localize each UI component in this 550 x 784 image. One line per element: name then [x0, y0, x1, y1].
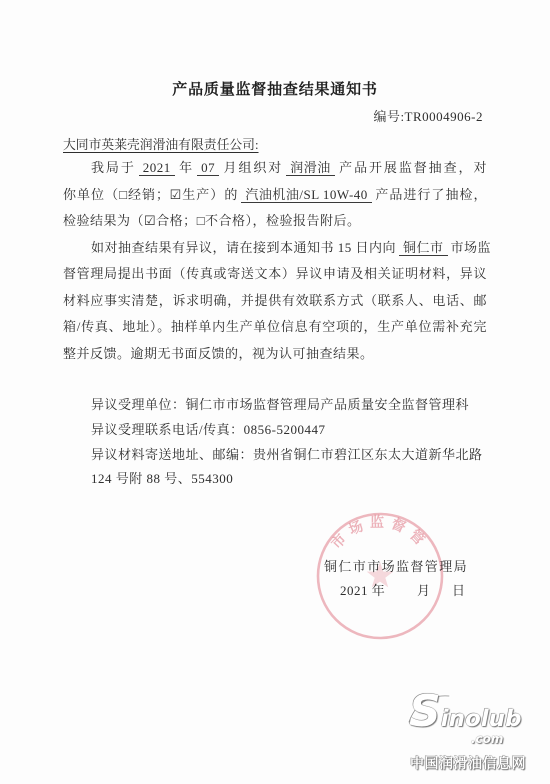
text-segment: 我局于 [91, 160, 136, 175]
addressee: 大同市英莱壳润滑油有限责任公司: [63, 138, 259, 152]
text-segment: 如对抽查结果有异议，请在接到本通知书 15 日内向 [91, 240, 397, 255]
text-segment: 你单位（ [63, 187, 120, 202]
objection-phone: 异议受理联系电话/传真：0856-5200447 [91, 422, 326, 437]
issue-date-day: 日 [452, 583, 466, 598]
seal-lettering [328, 514, 432, 553]
text-segment: ； [183, 213, 197, 228]
paragraph-2-line-4: 箱/传真、地址）。抽样单内生产单位信息有空项的，生产单位需补充完 [63, 319, 487, 334]
text-segment: 产品开展监督抽查，对 [337, 160, 487, 175]
site-watermark [405, 688, 545, 778]
paragraph-2-line-1 [91, 238, 492, 258]
issue-date-month: 月 [417, 583, 431, 598]
paragraph-1-line-3 [63, 211, 361, 231]
option-fail-unchecked: □不合格 [196, 213, 246, 228]
paragraph-1-line-2 [63, 185, 487, 205]
watermark-site-name: 中国润滑油信息网 [410, 756, 526, 772]
text-segment: ； [156, 187, 170, 202]
text-segment: 市场监 [450, 240, 492, 255]
watermark-domain: .com [471, 732, 504, 746]
paragraph-2-line-3: 材料应事实清楚，诉求明确，并提供有效联系方式（联系人、电话、邮 [63, 293, 487, 308]
text-segment: 产品进行了抽检， [374, 187, 487, 202]
fill-product-category: 润滑油 [286, 160, 335, 176]
paragraph-2-line-5: 整并反馈。逾期无书面反馈的，视为认可抽查结果。 [63, 346, 374, 361]
fill-authority: 铜仁市 [399, 240, 448, 256]
option-pass-checked: ☑合格 [144, 213, 184, 228]
text-segment: 年 [177, 160, 195, 175]
objection-address-continued: 124 号附 88 号、554300 [91, 471, 234, 486]
watermark-logo: Sinolub [409, 686, 522, 737]
option-distributor-unchecked: □经销 [119, 187, 157, 202]
objection-unit: 异议受理单位：铜仁市市场监督管理局产品质量安全监督管理科 [91, 397, 470, 412]
text-segment: 检验结果为（ [63, 213, 145, 228]
paragraph-1-line-1 [91, 158, 487, 178]
seal-lettering-path: 市场监督管 [328, 515, 432, 553]
issuing-authority: 铜仁市市场监督管理局 [324, 559, 469, 574]
objection-address: 异议材料寄送地址、邮编：贵州省铜仁市碧江区东太大道新华北路 [91, 447, 483, 462]
text-segment: 月组织对 [222, 160, 284, 175]
paragraph-2-line-2: 督管理局提出书面（传真或寄送文本）异议申请及相关证明材料，异议 [63, 266, 487, 281]
issue-date-year: 2021 年 [340, 583, 386, 598]
serial-number: 编号:TR0004906-2 [373, 109, 483, 124]
text-segment: ）的 [210, 187, 239, 202]
fill-inspection-year: 2021 [139, 160, 175, 176]
text-segment: ），检验报告附后。 [245, 213, 361, 228]
document-title: 产品质量监督抽查结果通知书 [172, 80, 378, 98]
option-producer-checked: ☑生产 [169, 187, 211, 202]
fill-inspection-month: 07 [197, 160, 219, 176]
fill-product-name: 汽油机油/SL 10W-40 [241, 187, 371, 203]
